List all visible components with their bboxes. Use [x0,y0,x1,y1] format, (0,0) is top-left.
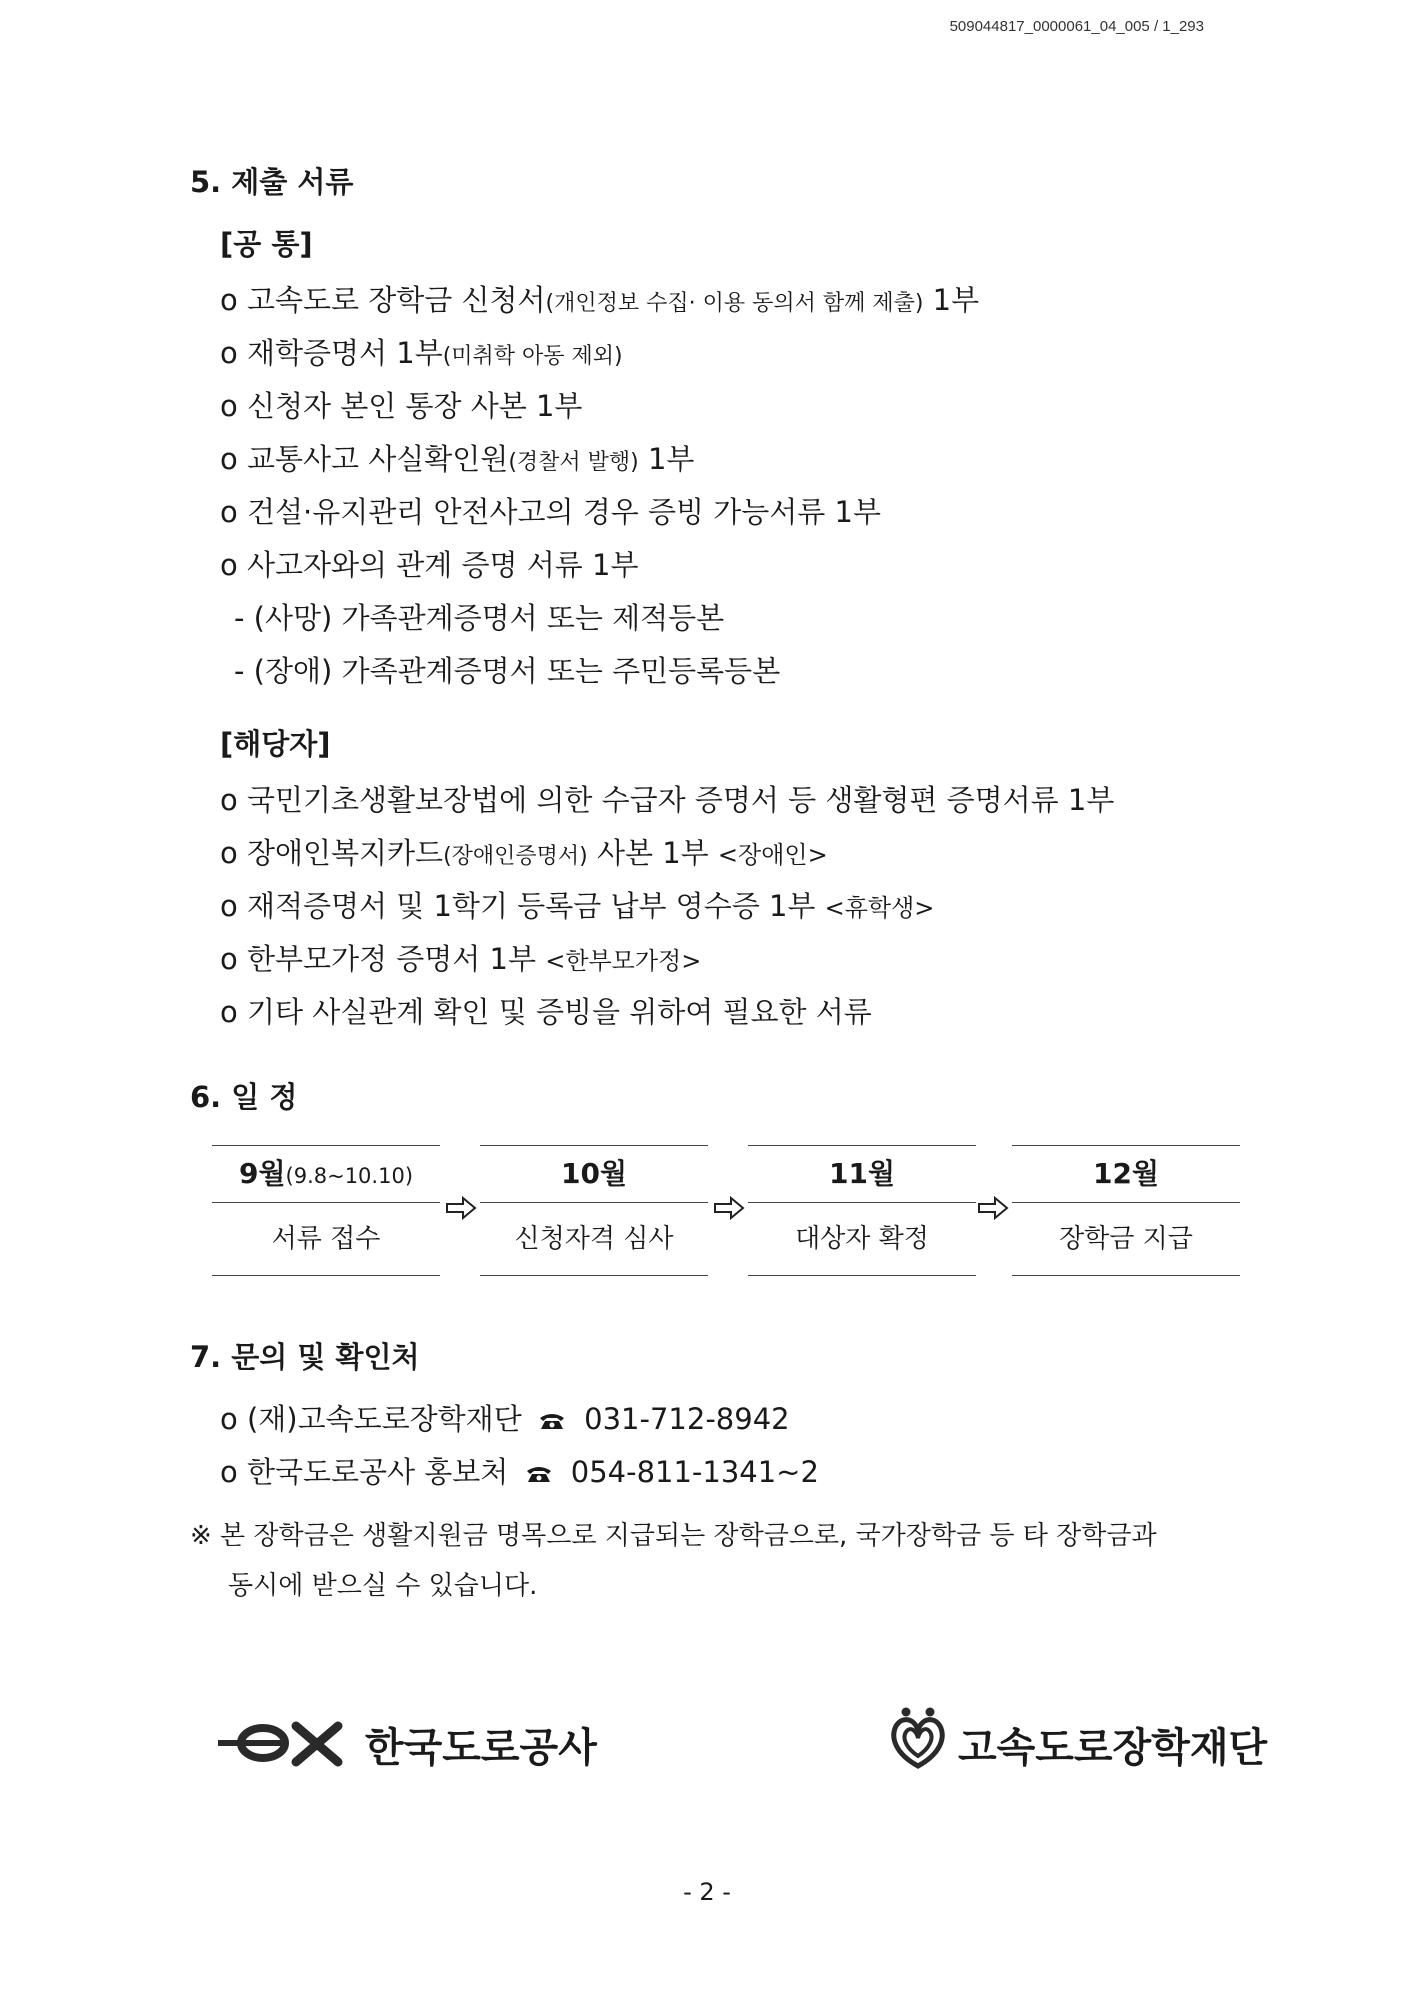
contact-item: o (재)고속도로장학재단 031-712-8942 [220,1402,790,1436]
arrow-right-icon [713,1195,745,1221]
schedule-month: 9월(9.8~10.10) [238,1157,414,1190]
arrow-right-icon [977,1195,1009,1221]
section-5-title: 5. 제출 서류 [190,165,354,199]
schedule-month: 11월 [828,1157,895,1190]
phone-icon [539,1412,565,1430]
foundation-logo-emblem [886,1706,950,1770]
common-item: o 신청자 본인 통장 사본 1부 [220,389,583,423]
schedule-step [748,1145,976,1276]
schedule-task: 대상자 확정 [795,1224,929,1254]
common-item: o 교통사고 사실확인원(경찰서 발행) 1부 [220,442,695,476]
common-item: o 재학증명서 1부(미취학 아동 제외) [220,336,623,370]
schedule-step [212,1145,440,1276]
schedule-step [1012,1145,1240,1276]
schedule-task: 장학금 지급 [1059,1224,1193,1254]
schedule-month: 10월 [560,1157,627,1190]
foundation-logo-text: 고속도로장학재단 [958,1725,1268,1771]
dash-item: - (장애) 가족관계증명서 또는 주민등록등본 [234,654,781,688]
schedule-task: 신청자격 심사 [514,1224,674,1254]
section-7-title: 7. 문의 및 확인처 [190,1340,420,1374]
applicable-item: o 재적증명서 및 1학기 등록금 납부 영수증 1부 <휴학생> [220,889,935,923]
applicable-item: o 한부모가정 증명서 1부 <한부모가정> [220,942,702,976]
section-6-title: 6. 일 정 [190,1080,298,1114]
common-item: o 건설·유지관리 안전사고의 경우 증빙 가능서류 1부 [220,495,882,529]
contact-phone: 054-811-1341~2 [570,1455,819,1489]
korea-expressway-logo-text: 한국도로공사 [365,1725,597,1771]
ex-logo [218,1718,348,1768]
applicable-subtitle: [해당자] [220,727,331,761]
contact-item: o 한국도로공사 홍보처 054-811-1341~2 [220,1455,819,1489]
common-item: o 고속도로 장학금 신청서(개인정보 수집· 이용 동의서 함께 제출) 1부 [220,283,980,317]
schedule-step [480,1145,708,1276]
applicable-item: o 기타 사실관계 확인 및 증빙을 위하여 필요한 서류 [220,995,872,1029]
schedule-task: 서류 접수 [271,1224,381,1254]
schedule-month: 12월 [1092,1157,1159,1190]
document-id: 509044817_0000061_04_005 / 1_293 [949,18,1204,35]
contact-phone: 031-712-8942 [584,1402,790,1436]
applicable-item: o 장애인복지카드(장애인증명서) 사본 1부 <장애인> [220,836,828,870]
page-number: - 2 - [683,1878,731,1906]
common-item: o 사고자와의 관계 증명 서류 1부 [220,548,639,582]
note-line: ※ 본 장학금은 생활지원금 명목으로 지급되는 장학금으로, 국가장학금 등 타 장학금과 [190,1521,1157,1551]
applicable-item: o 국민기초생활보장법에 의한 수급자 증명서 등 생활형편 증명서류 1부 [220,783,1115,817]
common-subtitle: [공 통] [220,227,313,261]
arrow-right-icon [445,1195,477,1221]
dash-item: - (사망) 가족관계증명서 또는 제적등본 [234,601,725,635]
note-line: 동시에 받으실 수 있습니다. [228,1571,538,1601]
phone-icon [526,1465,552,1483]
